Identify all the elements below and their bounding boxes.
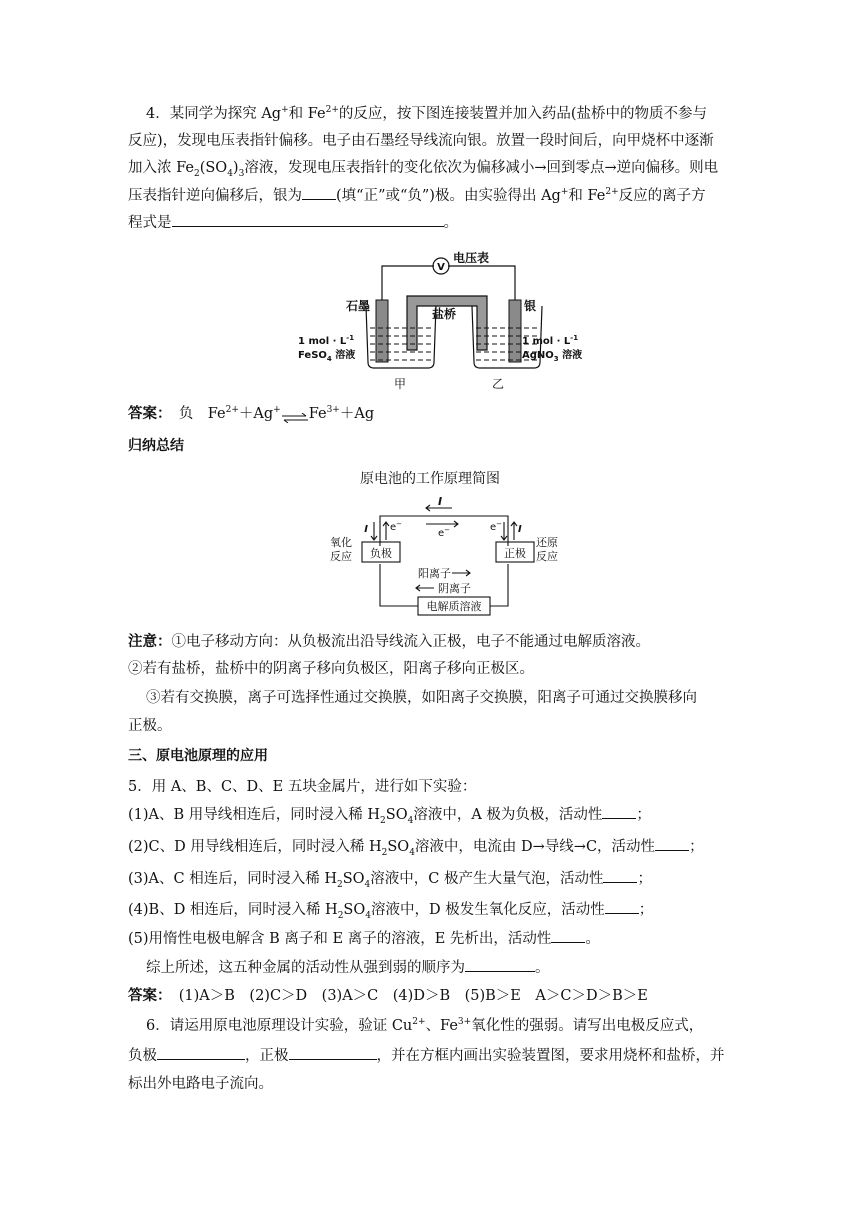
- q4-text: (填“正”或“负”)极。由实验得出 Ag: [336, 188, 561, 204]
- q5-item-2: [128, 836, 704, 857]
- answer-4: [128, 404, 374, 424]
- answer-text: ＋Ag: [238, 406, 274, 422]
- blank-ionic-equation[interactable]: [172, 212, 444, 227]
- blank-activity-2[interactable]: [655, 836, 689, 851]
- subscript: 4: [409, 847, 415, 858]
- subscript: 2: [193, 168, 200, 179]
- subscript: 2: [336, 879, 343, 890]
- working-principle-diagram: [322, 494, 562, 618]
- q5-text: 。: [535, 960, 550, 976]
- superscript: 3+: [457, 1017, 472, 1028]
- q4-text: ): [232, 160, 239, 176]
- subscript: 2: [337, 910, 344, 921]
- galvanic-cell-diagram: [296, 248, 596, 394]
- q4-text: 和 Fe: [568, 188, 606, 204]
- note-text: ①电子移动方向：从负极流出沿导线流入正极，电子不能通过电解质溶液。: [171, 634, 650, 650]
- note-3-cont: 正极。: [128, 718, 172, 734]
- oxidation-label: 反应: [330, 550, 352, 563]
- voltmeter-symbol: V: [437, 262, 445, 273]
- q5-text: (5)用惰性电极电解含 B 离子和 E 离子的溶液，E 先析出，活动性: [128, 931, 552, 947]
- answer-5: [128, 986, 648, 1006]
- diagram2-title: 原电池的工作原理简图: [360, 471, 500, 487]
- beaker-left-label: 甲: [394, 377, 407, 391]
- q4-line-5: [128, 212, 458, 233]
- note-1: [128, 632, 650, 652]
- q6-text: 6．请运用原电池原理设计实验，验证 Cu: [146, 1018, 413, 1034]
- q5-intro: 5．用 A、B、C、D、E 五块金属片，进行如下实验：: [128, 779, 477, 795]
- subscript: 4: [365, 910, 371, 921]
- equilibrium-arrow-icon: [282, 409, 308, 419]
- answer-text: Fe: [308, 406, 327, 422]
- q5-text: (1)A、B 用导线相连后，同时浸入稀 H: [128, 807, 381, 823]
- q5-text: (2)C、D 用导线相连后，同时浸入稀 H: [128, 839, 382, 855]
- q4-text: 程式是: [128, 215, 172, 231]
- subscript: 2: [380, 815, 386, 826]
- subscript: 3: [238, 168, 245, 179]
- superscript: 3+: [326, 405, 340, 416]
- q5-text: SO: [342, 871, 365, 887]
- electron-label-right: e−: [490, 520, 503, 533]
- q5-item-1: [128, 804, 651, 825]
- blank-activity-5[interactable]: [551, 928, 585, 943]
- note-label: 注意：: [128, 634, 172, 650]
- cation-label: 阳离子: [418, 567, 451, 580]
- q4-text: (SO: [199, 160, 228, 176]
- q5-item-3: [128, 868, 652, 889]
- q5-text: 溶液中，A 极为负极，活动性: [413, 807, 603, 823]
- blank-activity-4[interactable]: [605, 899, 639, 914]
- q4-text: 4．某同学为探究 Ag: [146, 106, 282, 122]
- note-2: ②若有盐桥，盐桥中的阴离子移向负极区，阳离子移向正极区。: [128, 661, 534, 677]
- q5-text: (3)A、C 相连后，同时浸入稀 H: [128, 871, 337, 887]
- oxidation-label: 氧化: [330, 536, 352, 549]
- positive-electrode-label: 正极: [504, 547, 526, 560]
- q6-line-1: [146, 1016, 703, 1036]
- q5-text: ；: [689, 839, 704, 855]
- right-concentration: 1 mol · $L^{-1}$: [522, 334, 579, 347]
- answer-text: (1)A＞B (2)C＞D (3)A＞C (4)D＞B (5)B＞E A＞C＞D＞B＞E: [178, 988, 648, 1004]
- q5-text: SO: [343, 902, 366, 918]
- q5-text: SO: [387, 839, 410, 855]
- q4-line-2: 反应)，发现电压表指针偏移。电子由石墨经导线流向银。放置一段时间后，向甲烧杯中逐渐: [128, 133, 714, 149]
- subscript: 4: [407, 815, 414, 826]
- q5-text: (4)B、D 相连后，同时浸入稀 H: [128, 902, 338, 918]
- q5-text: 溶液中，电流由 D→导线→C，活动性: [414, 839, 656, 855]
- q6-text: 负极: [128, 1048, 157, 1064]
- q6-line-3: 标出外电路电子流向。: [128, 1076, 273, 1092]
- superscript: 2+: [605, 187, 619, 198]
- q4-line-4: [128, 185, 706, 206]
- superscript: 2+: [412, 1017, 426, 1028]
- left-solution: FeSO$_4$ 溶液: [298, 350, 356, 363]
- blank-negative-reaction[interactable]: [157, 1045, 245, 1060]
- q4-text: 压表指针逆向偏移后，银为: [128, 188, 302, 204]
- q5-text: SO: [385, 807, 408, 823]
- q5-item-5: [128, 928, 600, 949]
- superscript: +: [273, 405, 281, 416]
- q4-text: 的反应，按下图连接装置并加入药品(盐桥中的物质不参与: [338, 106, 708, 122]
- graphite-label: 石墨: [346, 299, 371, 313]
- voltmeter-label: 电压表: [453, 251, 490, 265]
- q4-text: 和 Fe: [288, 106, 326, 122]
- current-label-top: I: [438, 495, 443, 508]
- silver-electrode: [509, 300, 521, 362]
- q4-text: 溶液，发现电压表指针的变化依次为偏移减小→回到零点→逆向偏移。则电: [244, 160, 719, 176]
- q5-text: 综上所述，这五种金属的活动性从强到弱的顺序为: [146, 960, 465, 976]
- electrolyte-label: 电解质溶液: [426, 600, 482, 613]
- q4-line-3: [128, 158, 718, 178]
- blank-activity-order[interactable]: [465, 957, 535, 972]
- summary-heading: 归纳总结: [128, 438, 184, 454]
- subscript: 4: [364, 879, 371, 890]
- superscript: +: [281, 105, 289, 116]
- q5-item-4: [128, 899, 653, 920]
- reduction-label: 还原: [536, 536, 558, 549]
- superscript: +: [560, 187, 569, 198]
- q4-text: 反应的离子方: [618, 188, 706, 204]
- answer-label: 答案：: [128, 988, 172, 1004]
- subscript: 2: [381, 847, 388, 858]
- q5-text: ；: [636, 807, 651, 823]
- q6-text: 、Fe: [425, 1018, 458, 1034]
- q5-text: 。: [585, 931, 600, 947]
- beaker-right-label: 乙: [492, 377, 505, 391]
- electron-label-top: e−: [438, 526, 451, 539]
- q5-summary: [146, 957, 550, 978]
- q5-text: ；: [638, 902, 654, 918]
- negative-electrode-label: 负极: [370, 547, 392, 560]
- current-label-left: I: [364, 524, 368, 535]
- salt-bridge-label: 盐桥: [432, 307, 457, 321]
- answer-text: 负 Fe: [178, 406, 226, 422]
- subscript: 4: [227, 168, 233, 179]
- q6-text: ，并在方框内画出实验装置图，要求用烧杯和盐桥，并: [376, 1048, 725, 1064]
- electron-label-left: e−: [390, 520, 403, 533]
- q4-text: 加入浓 Fe: [128, 160, 194, 176]
- note-3: ③若有交换膜，离子可选择性通过交换膜，如阳离子交换膜，阳离子可通过交换膜移向: [146, 690, 697, 706]
- blank-positive-reaction[interactable]: [289, 1045, 377, 1060]
- current-label-right: I: [518, 524, 522, 535]
- q6-line-2: [128, 1045, 725, 1066]
- q5-text: 溶液中，C 极产生大量气泡，活动性: [370, 871, 604, 887]
- answer-label: 答案：: [128, 406, 172, 422]
- silver-label: 银: [524, 299, 537, 313]
- q6-text: ，正极: [245, 1048, 289, 1064]
- superscript: 2+: [225, 405, 239, 416]
- reduction-label: 反应: [536, 550, 558, 563]
- anion-label: 阴离子: [438, 582, 471, 595]
- q6-text: 氧化性的强弱。请写出电极反应式，: [471, 1018, 704, 1034]
- q5-text: 溶液中，D 极发生氧化反应，活动性: [370, 902, 605, 918]
- section-heading: 三、原电池原理的应用: [128, 748, 268, 764]
- blank-activity-3[interactable]: [603, 868, 637, 883]
- right-solution: AgNO$_3$ 溶液: [522, 350, 583, 363]
- q5-text: ；: [637, 871, 652, 887]
- blank-activity-1[interactable]: [602, 804, 636, 819]
- q4-text: 。: [443, 215, 458, 231]
- graphite-electrode: [376, 300, 388, 362]
- superscript: 2+: [325, 105, 339, 116]
- left-concentration: 1 mol · $L^{-1}$: [298, 334, 355, 347]
- q4-line-1: [146, 104, 707, 124]
- blank-electrode-answer[interactable]: [302, 185, 336, 200]
- answer-text: ＋Ag: [339, 406, 375, 422]
